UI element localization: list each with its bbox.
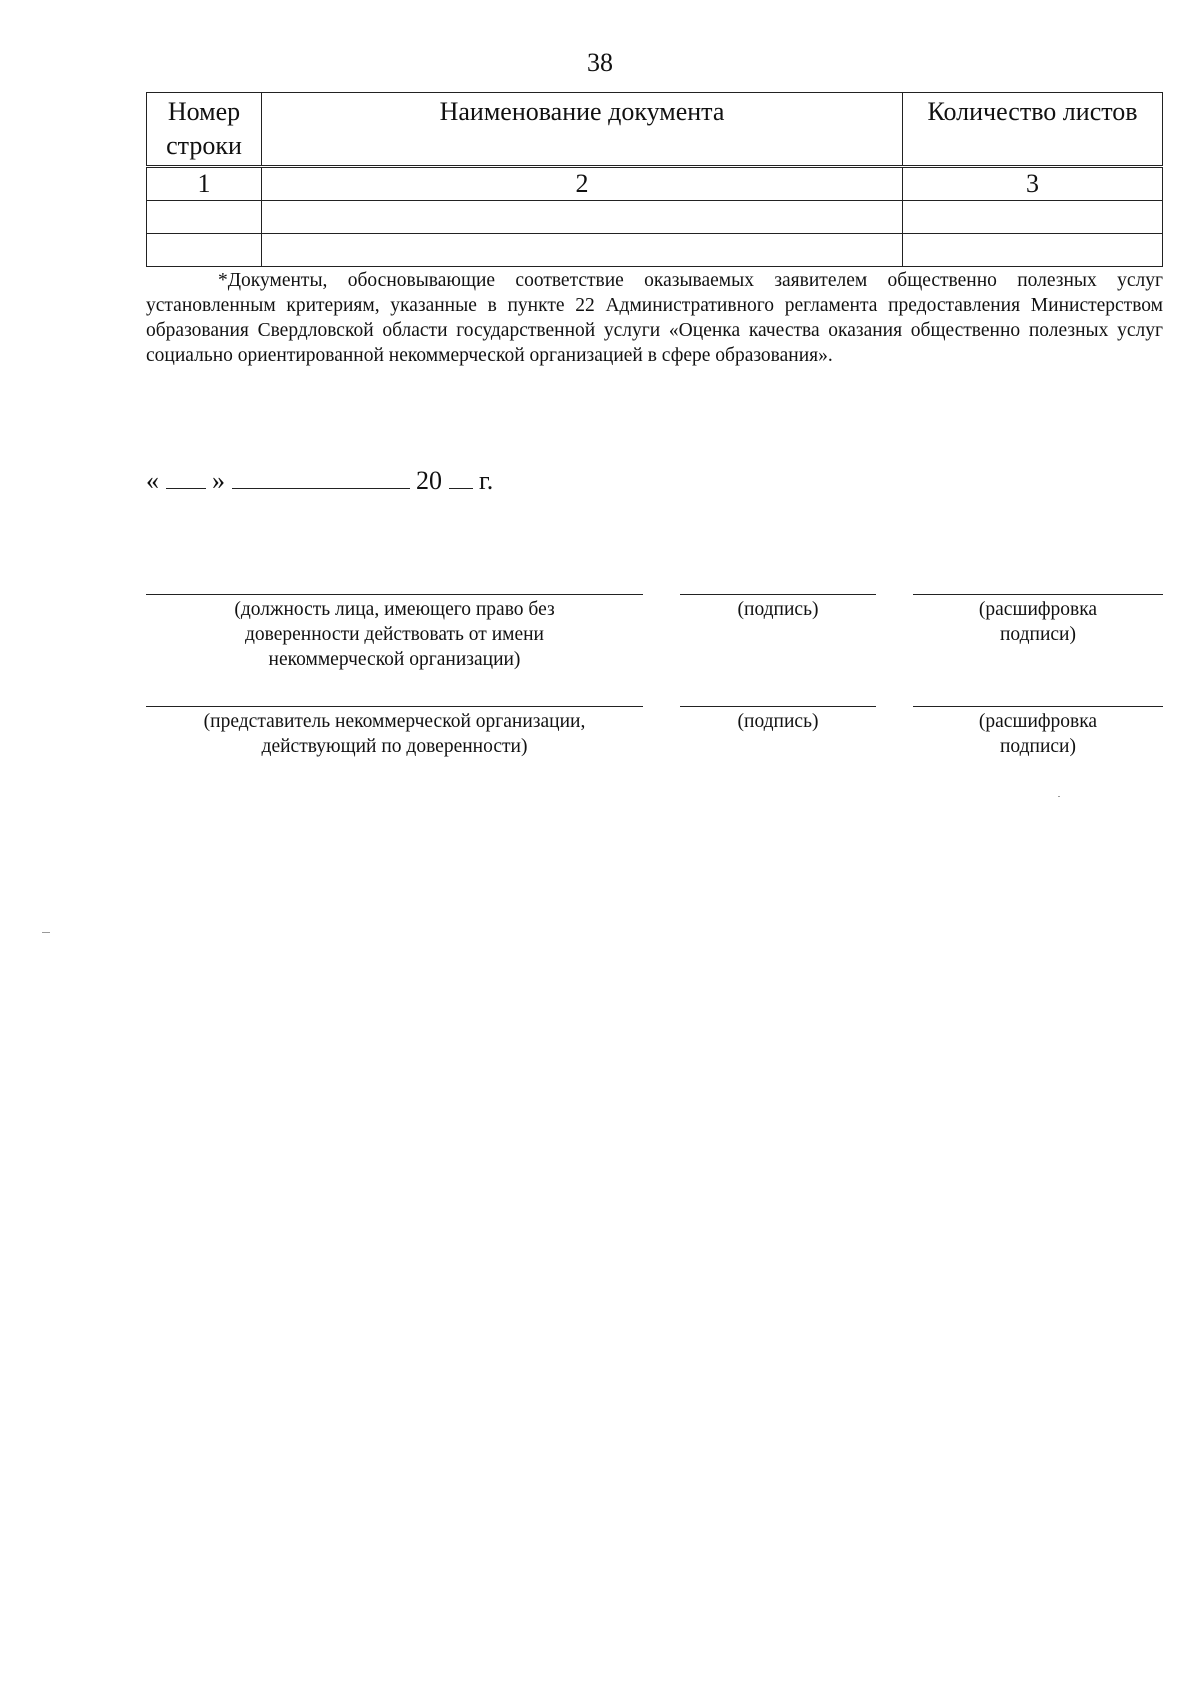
table-row	[147, 234, 1163, 267]
column-number-1: 1	[147, 167, 262, 201]
representative-caption: (представитель некоммерческой организации, действующий по доверенности)	[203, 711, 586, 757]
table-cell[interactable]	[262, 201, 903, 234]
signature-line[interactable]	[680, 706, 876, 707]
date-open-quote: «	[146, 466, 159, 495]
day-blank[interactable]	[166, 466, 206, 489]
year-suffix: г.	[479, 466, 494, 495]
table-cell[interactable]	[147, 201, 262, 234]
column-number-3: 3	[903, 167, 1163, 201]
date-line	[146, 466, 493, 496]
table-number-row	[147, 167, 1163, 201]
position-caption: (должность лица, имеющего право без доверенности действовать от имени некоммерческой организации)	[234, 599, 555, 670]
table-cell[interactable]	[903, 201, 1163, 234]
month-blank[interactable]	[232, 466, 410, 489]
page-number: 38	[587, 48, 613, 77]
documents-table	[146, 92, 1163, 267]
scan-speck	[1058, 796, 1060, 797]
header-document-name: Наименование документа	[262, 93, 903, 167]
table-row	[147, 201, 1163, 234]
year-blank[interactable]	[449, 466, 473, 489]
signature-line[interactable]	[680, 594, 876, 595]
column-number-2: 2	[262, 167, 903, 201]
decoding-signature-line[interactable]	[913, 706, 1163, 707]
table-cell[interactable]	[903, 234, 1163, 267]
scan-speck	[42, 932, 50, 933]
signature-caption: (подпись)	[737, 599, 819, 620]
decoding-caption: (расшифровка подписи)	[978, 711, 1098, 757]
date-close-quote: »	[212, 466, 225, 495]
decoding-signature-line[interactable]	[913, 594, 1163, 595]
decoding-caption: (расшифровка подписи)	[978, 599, 1098, 645]
table-cell[interactable]	[262, 234, 903, 267]
position-signature-line[interactable]	[146, 594, 643, 595]
table-header-row	[147, 93, 1163, 167]
table-cell[interactable]	[147, 234, 262, 267]
representative-signature-line[interactable]	[146, 706, 643, 707]
year-prefix: 20	[416, 466, 442, 495]
header-row-number: Номер строки	[147, 93, 262, 167]
header-sheet-count: Количество листов	[903, 93, 1163, 167]
signature-caption: (подпись)	[737, 711, 819, 732]
footnote: *Документы, обосновывающие соответствие оказываемых заявителем общественно полезных услуг установленным критериям, указанные в пункте 22 Административного регламента предоставления Министерством образования Свердловской области государственной услуги «Оценка качества оказания общественно полезных услуг социально ориентированной некоммерческой организацией в сфере образования».	[146, 270, 1163, 366]
